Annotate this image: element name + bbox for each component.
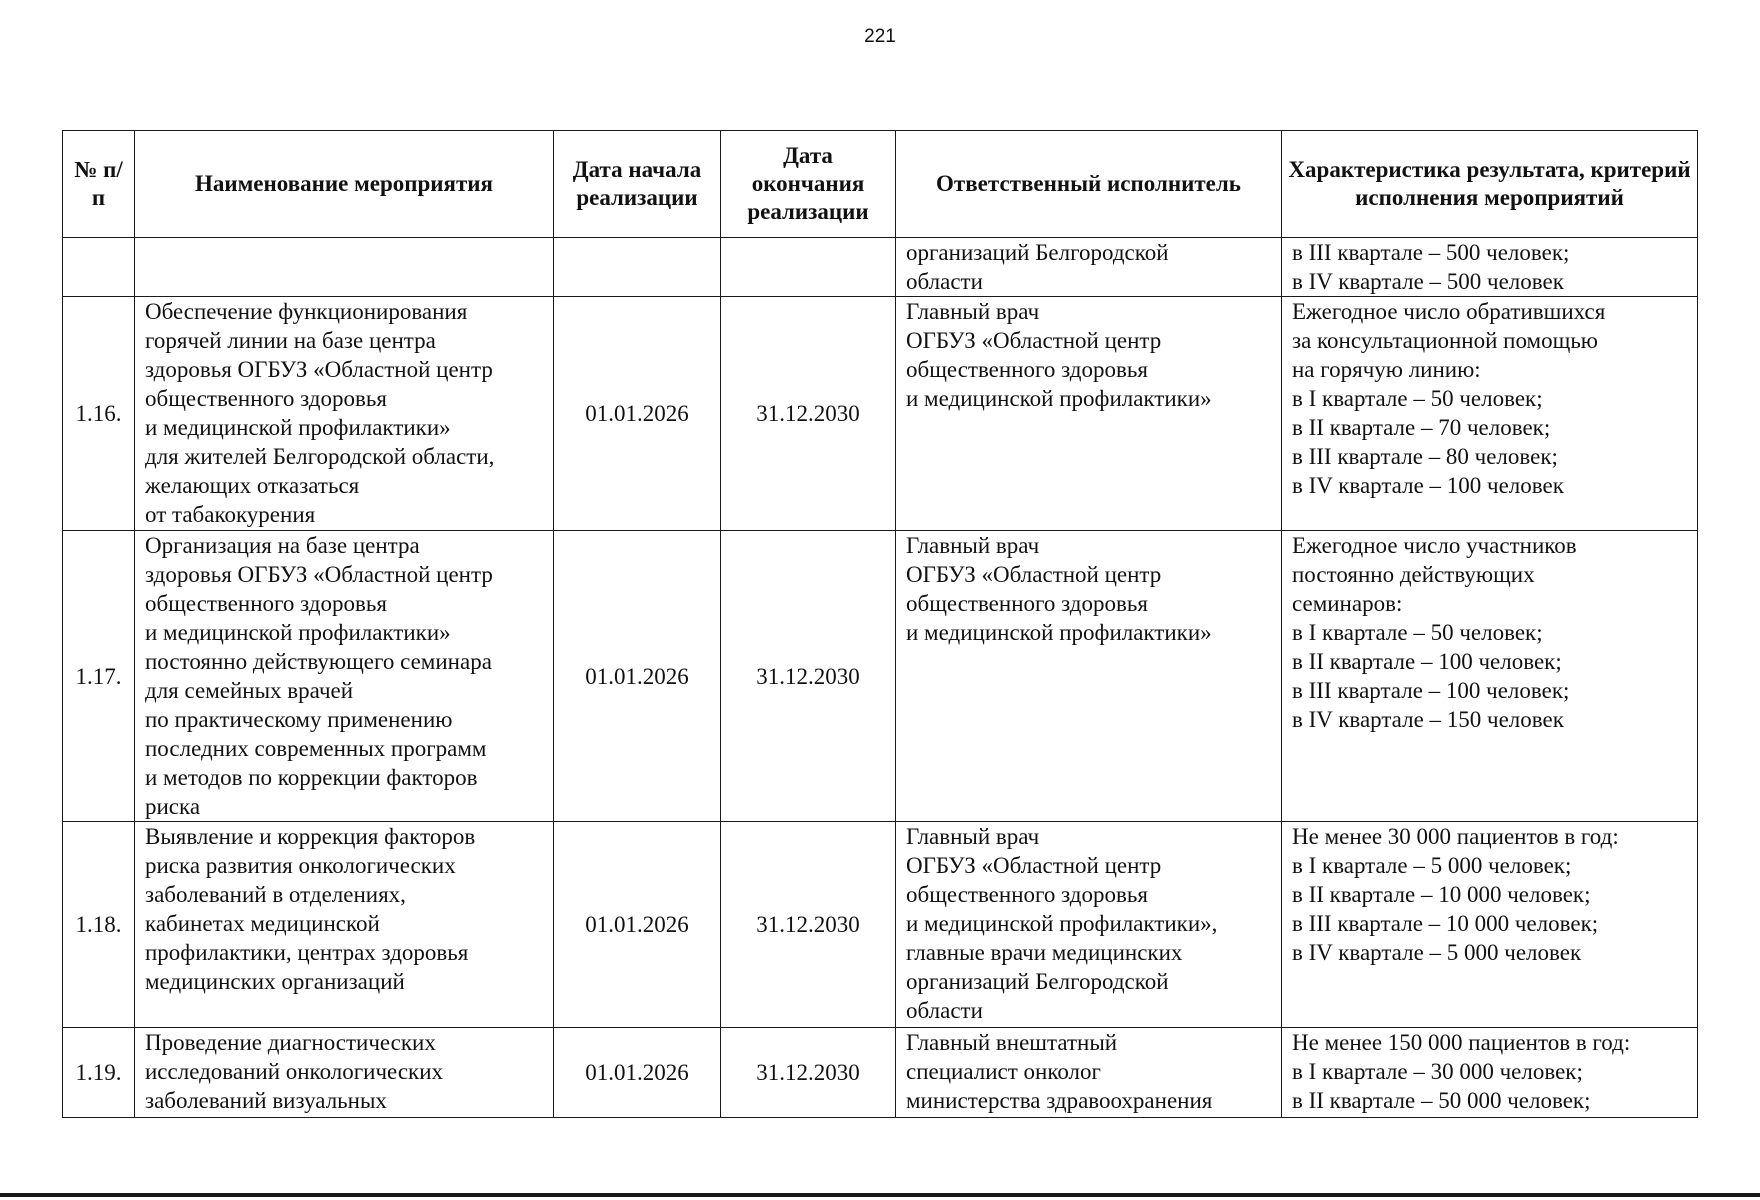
header-activity-name: Наименование мероприятия	[135, 131, 554, 238]
activity-name-line: Организация на базе центра	[145, 533, 420, 558]
result-characteristic-line: в I квартале – 50 человек;	[1292, 386, 1543, 411]
header-number: № п/п	[63, 131, 135, 238]
responsible-executor-line: Главный врач	[906, 824, 1040, 849]
activity-name-line: последних современных программ	[145, 736, 487, 761]
row-number: 1.17.	[63, 531, 135, 822]
result-characteristic-line: за консультационной помощью	[1292, 328, 1598, 353]
responsible-executor-line: общественного здоровья	[906, 357, 1148, 382]
result-characteristic-line: в I квартале – 5 000 человек;	[1292, 853, 1572, 878]
activity-name-line: Обеспечение функционирования	[145, 299, 468, 324]
page-number: 221	[864, 26, 896, 47]
row-number: 1.18.	[63, 822, 135, 1028]
bottom-rule	[0, 1193, 1760, 1197]
result-characteristic-line: в II квартале – 50 000 человек;	[1292, 1088, 1591, 1113]
end-date: 31.12.2030	[721, 822, 896, 1028]
result-characteristic	[1282, 1028, 1698, 1118]
table-body	[63, 238, 1698, 1118]
activity-name-line: от табакокурения	[145, 502, 316, 527]
end-date: 31.12.2030	[721, 1028, 896, 1118]
result-characteristic-line: семинаров:	[1292, 591, 1403, 616]
activity-name-line: исследований онкологических	[145, 1059, 444, 1084]
responsible-executor-line: и медицинской профилактики»,	[906, 911, 1218, 936]
responsible-executor-line: общественного здоровья	[906, 591, 1148, 616]
result-characteristic-line: в III квартале – 100 человек;	[1292, 678, 1570, 703]
start-date: 01.01.2026	[554, 297, 721, 531]
table-row	[63, 1028, 1698, 1118]
result-characteristic-line: в IV квартале – 100 человек	[1292, 473, 1564, 498]
header-start-date: Дата начала реализации	[554, 131, 721, 238]
end-date: 31.12.2030	[721, 531, 896, 822]
responsible-executor-line: главные врачи медицинских	[906, 940, 1183, 965]
responsible-executor-line: ОГБУЗ «Областной центр	[906, 562, 1162, 587]
activity-name-line: медицинских организаций	[145, 969, 405, 994]
responsible-executor-line: области	[906, 998, 983, 1023]
activity-name-line: кабинетах медицинской	[145, 911, 380, 936]
result-characteristic	[1282, 238, 1698, 297]
result-characteristic-line: в III квартале – 500 человек;	[1292, 240, 1570, 265]
table-row	[63, 297, 1698, 531]
activity-name	[135, 297, 554, 531]
result-characteristic-line: в IV квартале – 500 человек	[1292, 269, 1564, 294]
activity-name-line: и методов по коррекции факторов	[145, 765, 478, 790]
table-header	[63, 131, 1698, 238]
activity-name-line: общественного здоровья	[145, 386, 387, 411]
result-characteristic-line: в II квартале – 10 000 человек;	[1292, 882, 1591, 907]
result-characteristic-line: в II квартале – 70 человек;	[1292, 415, 1551, 440]
activity-name-line: здоровья ОГБУЗ «Областной центр	[145, 357, 493, 382]
row-number	[63, 238, 135, 297]
result-characteristic-line: в II квартале – 100 человек;	[1292, 649, 1562, 674]
result-characteristic-line: в III квартале – 10 000 человек;	[1292, 911, 1599, 936]
header-end-date: Дата окончания реализации	[721, 131, 896, 238]
result-characteristic-line: в I квартале – 50 человек;	[1292, 620, 1543, 645]
responsible-executor	[896, 822, 1282, 1028]
result-characteristic-line: Не менее 30 000 пациентов в год:	[1292, 824, 1619, 849]
responsible-executor-line: области	[906, 269, 983, 294]
responsible-executor-line: специалист онколог	[906, 1059, 1101, 1084]
activity-name-line: заболеваний визуальных	[145, 1088, 387, 1113]
result-characteristic-line: постоянно действующих	[1292, 562, 1535, 587]
activity-name-line: риска	[145, 794, 201, 819]
result-characteristic-line: Не менее 150 000 пациентов в год:	[1292, 1030, 1631, 1055]
activity-name-line: желающих отказаться	[145, 473, 360, 498]
table-row	[63, 531, 1698, 822]
row-number: 1.19.	[63, 1028, 135, 1118]
responsible-executor-line: Главный врач	[906, 533, 1040, 558]
header-result: Характеристика результата, критерий исполнения мероприятий	[1282, 131, 1698, 238]
activity-name-line: здоровья ОГБУЗ «Областной центр	[145, 562, 493, 587]
activity-name-line: Проведение диагностических	[145, 1030, 436, 1055]
table-row	[63, 238, 1698, 297]
header-responsible: Ответственный исполнитель	[896, 131, 1282, 238]
activity-name	[135, 238, 554, 297]
activity-name-line: горячей линии на базе центра	[145, 328, 436, 353]
result-characteristic	[1282, 531, 1698, 822]
result-characteristic-line: в IV квартале – 5 000 человек	[1292, 940, 1582, 965]
responsible-executor	[896, 1028, 1282, 1118]
result-characteristic-line: Ежегодное число обратившихся	[1292, 299, 1606, 324]
responsible-executor-line: и медицинской профилактики»	[906, 386, 1212, 411]
activity-name-line: для семейных врачей	[145, 678, 354, 703]
table-row	[63, 822, 1698, 1028]
activity-name-line: риска развития онкологических	[145, 853, 456, 878]
responsible-executor-line: организаций Белгородской	[906, 969, 1169, 994]
responsible-executor	[896, 531, 1282, 822]
responsible-executor-line: и медицинской профилактики»	[906, 620, 1212, 645]
activity-name-line: для жителей Белгородской области,	[145, 444, 495, 469]
activity-name-line: заболеваний в отделениях,	[145, 882, 406, 907]
row-number: 1.16.	[63, 297, 135, 531]
activity-name-line: постоянно действующего семинара	[145, 649, 492, 674]
activity-name-line: по практическому применению	[145, 707, 453, 732]
activity-name	[135, 822, 554, 1028]
start-date	[554, 238, 721, 297]
responsible-executor-line: Главный врач	[906, 299, 1040, 324]
result-characteristic-line: в III квартале – 80 человек;	[1292, 444, 1558, 469]
activities-table	[62, 130, 1698, 1118]
responsible-executor-line: министерства здравоохранения	[906, 1088, 1213, 1113]
result-characteristic-line: в I квартале – 30 000 человек;	[1292, 1059, 1583, 1084]
activity-name	[135, 1028, 554, 1118]
start-date: 01.01.2026	[554, 531, 721, 822]
responsible-executor-line: общественного здоровья	[906, 882, 1148, 907]
start-date: 01.01.2026	[554, 822, 721, 1028]
activity-name	[135, 531, 554, 822]
responsible-executor	[896, 238, 1282, 297]
activity-name-line: профилактики, центрах здоровья	[145, 940, 469, 965]
result-characteristic-line: в IV квартале – 150 человек	[1292, 707, 1564, 732]
activity-name-line: общественного здоровья	[145, 591, 387, 616]
result-characteristic	[1282, 822, 1698, 1028]
responsible-executor-line: ОГБУЗ «Областной центр	[906, 853, 1162, 878]
activity-name-line: и медицинской профилактики»	[145, 415, 451, 440]
result-characteristic	[1282, 297, 1698, 531]
responsible-executor-line: ОГБУЗ «Областной центр	[906, 328, 1162, 353]
responsible-executor-line: Главный внештатный	[906, 1030, 1118, 1055]
start-date: 01.01.2026	[554, 1028, 721, 1118]
activity-name-line: и медицинской профилактики»	[145, 620, 451, 645]
activity-name-line: Выявление и коррекция факторов	[145, 824, 476, 849]
responsible-executor	[896, 297, 1282, 531]
result-characteristic-line: на горячую линию:	[1292, 357, 1481, 382]
end-date	[721, 238, 896, 297]
end-date: 31.12.2030	[721, 297, 896, 531]
responsible-executor-line: организаций Белгородской	[906, 240, 1169, 265]
result-characteristic-line: Ежегодное число участников	[1292, 533, 1577, 558]
